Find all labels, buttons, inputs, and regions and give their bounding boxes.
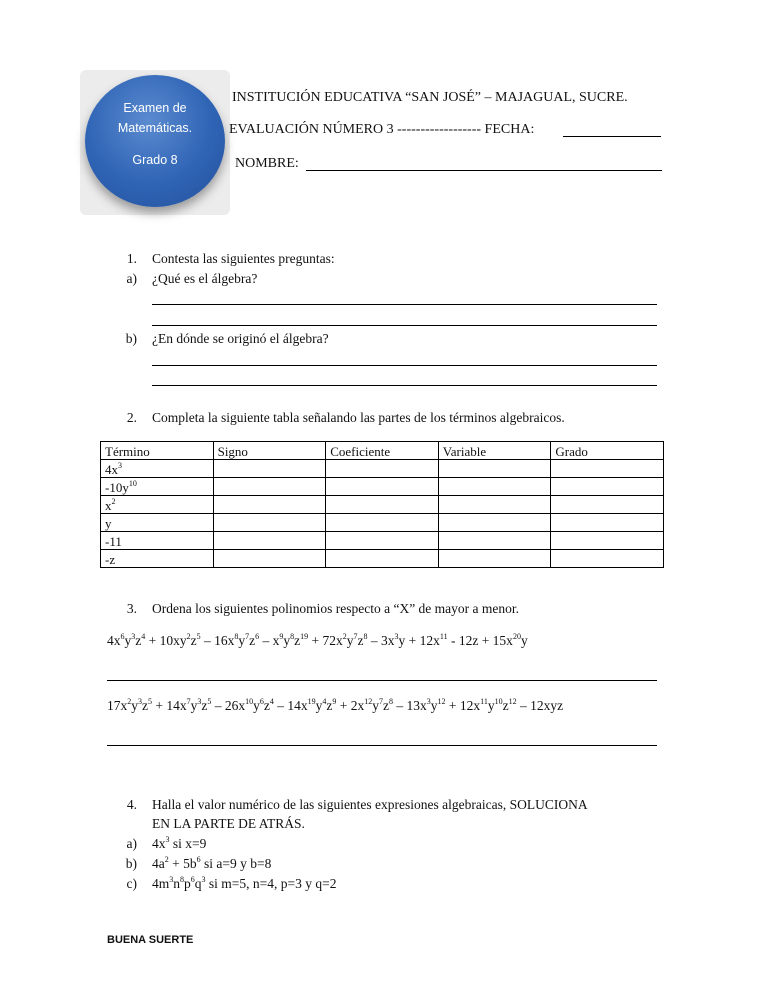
answer-cell[interactable] bbox=[438, 460, 551, 478]
expression-text: p bbox=[184, 876, 191, 891]
q4c-expression bbox=[152, 876, 336, 892]
answer-cell[interactable] bbox=[326, 514, 439, 532]
q1b-answer-line-1[interactable] bbox=[152, 365, 657, 366]
expression-text: – 3x bbox=[367, 633, 395, 648]
header-grado: Grado bbox=[551, 442, 664, 460]
name-field-line[interactable] bbox=[306, 170, 662, 171]
answer-cell[interactable] bbox=[551, 550, 664, 568]
exponent: 6 bbox=[255, 632, 260, 641]
q4-text-line-1: Halla el valor numérico de las siguientes expresiones algebraicas, SOLUCIONA bbox=[152, 797, 588, 812]
expression-text: y bbox=[346, 633, 354, 648]
polynomial-1 bbox=[107, 633, 528, 649]
institution-title: INSTITUCIÓN EDUCATIVA “SAN JOSÉ” – MAJAGUAL, SUCRE. bbox=[232, 90, 628, 105]
expression-text: 4x bbox=[152, 836, 166, 851]
table-row bbox=[101, 532, 664, 550]
answer-cell[interactable] bbox=[438, 478, 551, 496]
expression-text: + 10xy bbox=[145, 633, 187, 648]
name-label: NOMBRE: bbox=[235, 156, 299, 171]
q1-text: Contesta las siguientes preguntas: bbox=[152, 251, 335, 266]
q3-text: Ordena los siguientes polinomios respecto a “X” de mayor a menor. bbox=[152, 601, 520, 616]
header-termino: Término bbox=[101, 442, 214, 460]
header-coeficiente: Coeficiente bbox=[326, 442, 439, 460]
table-row bbox=[101, 550, 664, 568]
term-cell: $-10y^{10}$ bbox=[101, 478, 214, 496]
expression-text: - 12z + 15x bbox=[447, 633, 513, 648]
exponent: 6 bbox=[259, 697, 264, 706]
table-row bbox=[101, 514, 664, 532]
expression-text: y bbox=[190, 698, 198, 713]
answer-cell[interactable] bbox=[213, 514, 326, 532]
exponent: 6 bbox=[196, 855, 201, 864]
expression-text: – 13x bbox=[393, 698, 427, 713]
answer-cell[interactable] bbox=[326, 532, 439, 550]
expression-text: y bbox=[283, 633, 291, 648]
expression-text: 4m bbox=[152, 876, 170, 891]
answer-cell[interactable] bbox=[213, 478, 326, 496]
footer-text: BUENA SUERTE bbox=[107, 934, 194, 946]
expression-text: z bbox=[135, 633, 142, 648]
table-row bbox=[101, 478, 664, 496]
expression-text: y bbox=[520, 633, 528, 648]
exponent: 19 bbox=[307, 697, 316, 706]
exponent: 2 bbox=[186, 632, 191, 641]
badge-line-3: Grado 8 bbox=[132, 153, 178, 167]
expression-text: y bbox=[430, 698, 438, 713]
badge-line-2: Matemáticas. bbox=[117, 121, 193, 135]
exponent: 7 bbox=[245, 632, 250, 641]
expression-text: z bbox=[142, 698, 148, 713]
expression-text: si x=9 bbox=[169, 836, 207, 851]
expression-text: + 2x bbox=[336, 698, 365, 713]
answer-cell[interactable] bbox=[326, 496, 439, 514]
answer-cell[interactable] bbox=[551, 460, 664, 478]
exponent: 12 bbox=[508, 697, 517, 706]
expression-text: – 14x bbox=[273, 698, 308, 713]
exponent: 4 bbox=[322, 697, 327, 706]
expression-text: y bbox=[315, 698, 323, 713]
expression-text: z bbox=[249, 633, 256, 648]
exponent: 7 bbox=[353, 632, 358, 641]
exponent: 3 bbox=[138, 697, 142, 706]
answer-cell[interactable] bbox=[213, 460, 326, 478]
answer-cell[interactable] bbox=[551, 514, 664, 532]
terms-table bbox=[100, 441, 664, 568]
expression-text: n bbox=[173, 876, 181, 891]
answer-cell[interactable] bbox=[326, 478, 439, 496]
answer-cell[interactable] bbox=[551, 532, 664, 550]
q4-number: 4. bbox=[126, 797, 137, 812]
exponent: 11 bbox=[439, 632, 448, 641]
expression-text: – 26x bbox=[211, 698, 246, 713]
header-signo: Signo bbox=[213, 442, 326, 460]
answer-cell[interactable] bbox=[326, 460, 439, 478]
q4b-marker: b) bbox=[125, 856, 137, 871]
term-cell: $x^2$ bbox=[101, 496, 214, 514]
exponent: 8 bbox=[290, 632, 295, 641]
answer-cell[interactable] bbox=[438, 532, 551, 550]
expression-text: z bbox=[263, 698, 270, 713]
q4a-marker: a) bbox=[126, 836, 137, 851]
expression-text: y bbox=[253, 698, 260, 713]
exponent: 9 bbox=[279, 632, 284, 641]
exponent: 5 bbox=[196, 632, 201, 641]
exponent: 10 bbox=[245, 697, 254, 706]
expression-text: z bbox=[201, 698, 208, 713]
exponent: 10 bbox=[494, 697, 503, 706]
date-field-line[interactable] bbox=[563, 136, 661, 137]
exponent: 3 bbox=[426, 697, 431, 706]
exponent: 9 bbox=[332, 697, 337, 706]
expression-text: z bbox=[294, 633, 301, 648]
exponent: 3 bbox=[165, 835, 170, 844]
expression-text: + 12x bbox=[445, 698, 481, 713]
expression-text: – 16x bbox=[200, 633, 235, 648]
exponent: 2 bbox=[164, 855, 169, 864]
term-cell: y bbox=[101, 514, 214, 532]
expression-text: 4a bbox=[152, 856, 165, 871]
q1b-text: ¿En dónde se originó el álgebra? bbox=[152, 331, 329, 346]
exponent: 2 bbox=[342, 632, 347, 641]
badge-line-1: Examen de bbox=[123, 101, 187, 115]
q4c-marker: c) bbox=[126, 876, 137, 891]
exponent: 12 bbox=[437, 697, 446, 706]
expression-text: + 5b bbox=[168, 856, 197, 871]
q4b-expression bbox=[152, 856, 271, 872]
q2-number: 2. bbox=[126, 410, 137, 425]
exponent: 8 bbox=[363, 632, 368, 641]
expression-text: 17x bbox=[107, 698, 128, 713]
answer-cell[interactable] bbox=[438, 514, 551, 532]
exponent: 2 bbox=[127, 697, 132, 706]
expression-text: q bbox=[194, 876, 202, 891]
answer-cell[interactable] bbox=[551, 496, 664, 514]
exponent: 3 bbox=[197, 697, 202, 706]
expression-text: 4x bbox=[107, 633, 121, 648]
exponent: 3 bbox=[394, 632, 399, 641]
exponent: 3 bbox=[169, 875, 174, 884]
answer-cell[interactable] bbox=[213, 496, 326, 514]
q4a-expression bbox=[152, 836, 206, 852]
q1a-answer-line-2[interactable] bbox=[152, 325, 657, 326]
q1-number: 1. bbox=[126, 251, 137, 266]
answer-cell[interactable] bbox=[551, 478, 664, 496]
q1b-answer-line-2[interactable] bbox=[152, 385, 657, 386]
term-cell: $4x^3$ bbox=[101, 460, 214, 478]
answer-cell[interactable] bbox=[438, 550, 551, 568]
header-variable: Variable bbox=[438, 442, 551, 460]
exponent: 4 bbox=[141, 632, 146, 641]
poly1-answer-line[interactable] bbox=[107, 680, 657, 681]
q1a-answer-line-1[interactable] bbox=[152, 304, 657, 305]
answer-cell[interactable] bbox=[213, 550, 326, 568]
answer-cell[interactable] bbox=[438, 496, 551, 514]
expression-text: z bbox=[357, 633, 364, 648]
exponent: 8 bbox=[234, 632, 239, 641]
term-cell: -11 bbox=[101, 532, 214, 550]
exponent: 5 bbox=[148, 697, 152, 706]
exponent: 3 bbox=[131, 632, 136, 641]
expression-text: – x bbox=[259, 633, 280, 648]
expression-text: y bbox=[131, 698, 138, 713]
table-header-row bbox=[101, 442, 664, 460]
expression-text: y bbox=[124, 633, 132, 648]
table-row bbox=[101, 496, 664, 514]
answer-cell[interactable] bbox=[326, 550, 439, 568]
answer-cell[interactable] bbox=[213, 532, 326, 550]
exponent: 20 bbox=[512, 632, 521, 641]
q1a-text: ¿Qué es el álgebra? bbox=[152, 271, 258, 286]
expression-text: y bbox=[238, 633, 246, 648]
term-cell: -z bbox=[101, 550, 214, 568]
evaluation-line: EVALUACIÓN NÚMERO 3 ------------------ FECHA: bbox=[229, 122, 535, 137]
exponent: 5 bbox=[207, 697, 212, 706]
exponent: 19 bbox=[300, 632, 309, 641]
expression-text: y bbox=[487, 698, 495, 713]
exponent: 7 bbox=[186, 697, 191, 706]
polynomial-2 bbox=[107, 698, 563, 714]
expression-text: z bbox=[383, 698, 389, 713]
q1a-marker: a) bbox=[126, 271, 137, 286]
expression-text: y + 12x bbox=[398, 633, 440, 648]
expression-text: si a=9 y b=8 bbox=[200, 856, 272, 871]
table-row bbox=[101, 460, 664, 478]
expression-text: – 12xyz bbox=[516, 698, 564, 713]
q1b-marker: b) bbox=[125, 331, 137, 346]
expression-text: z bbox=[326, 698, 333, 713]
exponent: 6 bbox=[190, 875, 195, 884]
exponent: 4 bbox=[269, 697, 274, 706]
exponent: 3 bbox=[201, 875, 206, 884]
exponent: 6 bbox=[120, 632, 125, 641]
q4-text-line-2: EN LA PARTE DE ATRÁS. bbox=[152, 816, 305, 831]
exponent: 8 bbox=[180, 875, 185, 884]
exponent: 8 bbox=[389, 697, 393, 706]
q2-text: Completa la siguiente tabla señalando las partes de los términos algebraicos. bbox=[152, 410, 565, 425]
q3-number: 3. bbox=[126, 601, 137, 616]
exponent: 12 bbox=[364, 697, 373, 706]
exam-badge bbox=[85, 75, 225, 207]
exponent: 7 bbox=[379, 697, 383, 706]
expression-text: si m=5, n=4, p=3 y q=2 bbox=[205, 876, 337, 891]
exponent: 11 bbox=[480, 697, 488, 706]
poly2-answer-line[interactable] bbox=[107, 745, 657, 746]
expression-text: + 14x bbox=[152, 698, 187, 713]
expression-text: y bbox=[372, 698, 379, 713]
expression-text: z bbox=[502, 698, 509, 713]
expression-text: z bbox=[190, 633, 197, 648]
expression-text: + 72x bbox=[308, 633, 343, 648]
